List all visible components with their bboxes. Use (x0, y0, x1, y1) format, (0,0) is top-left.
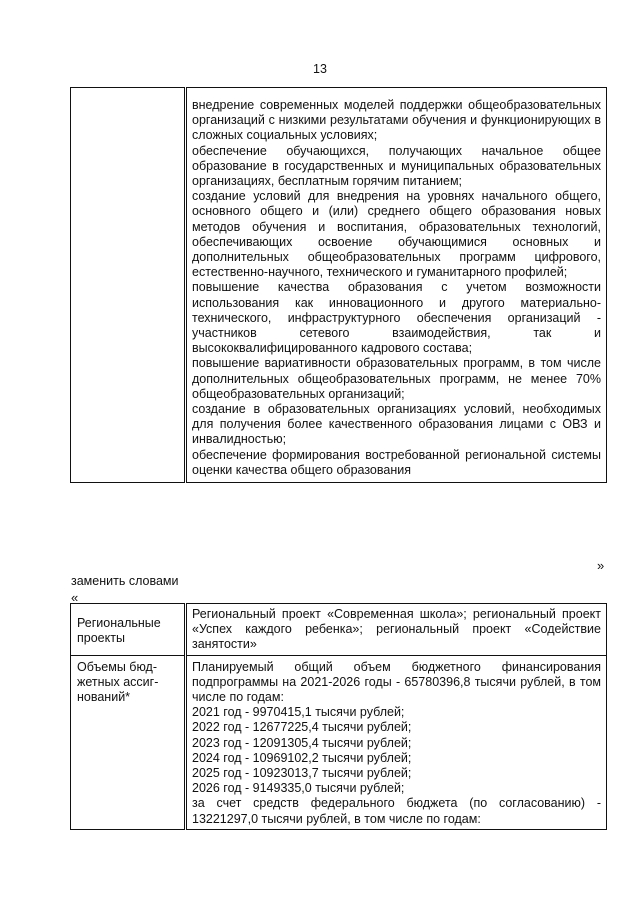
page-number: 13 (313, 62, 327, 76)
paragraph-3: создание условий для внедрения на уровнях начального общего, основного общего и (или) среднего общего образования новых методов обучения и воспитания, образовательных технологий, обеспечивающих освоение обучающимися основных и дополнительных общеобразовательных программ цифрового, естественно-научного, технического и гуманитарного профилей; (192, 189, 601, 280)
budget-label-line-1: Объемы бюд- (77, 659, 157, 674)
budget-year-line: 2024 год - 10969102,2 тысячи рублей; (192, 750, 412, 765)
first-table (70, 87, 607, 483)
budget-year-line: 2022 год - 12677225,4 тысячи рублей; (192, 720, 412, 735)
budget-year-line: 2026 год - 9149335,0 тысячи рублей; (192, 781, 405, 796)
closing-quote: » (597, 558, 605, 573)
paragraph-6: создание в образовательных организациях условий, необходимых для получения более качественного образования лицами с ОВЗ и инвалидностью; (192, 402, 601, 447)
budget-year-line: 2023 год - 12091305,4 тысячи рублей; (192, 735, 412, 750)
budget-federal-line: за счет средств федерального бюджета (по согласованию) - 13221297,0 тысячи рублей, в том числе по годам: (192, 796, 601, 826)
budget-year-line: 2025 год - 10923013,7 тысячи рублей; (192, 766, 412, 781)
paragraph-4: повышение качества образования с учетом возможности использования как инновационного и другого материально-технического, инфраструктурного обеспечения организаций - участников сетевого взаимодействия, так и высококвалифицированного кадрового состава; (192, 280, 601, 356)
opening-quote: « (71, 590, 79, 605)
second-table (70, 603, 607, 830)
budget-total-line: Планируемый общий объем бюджетного финансирования подпрограммы на 2021-2026 годы - 65780396,8 тысячи рублей, в том числе по годам: (192, 659, 601, 705)
goals-cell (186, 88, 607, 483)
paragraph-1: внедрение современных моделей поддержки общеобразовательных организаций с низкими результатами обучения и функционирующих в сложных социальных условиях; (192, 98, 601, 143)
table-row (71, 604, 607, 656)
budget-label-line-2: жетных ассиг- (77, 674, 159, 689)
budget-label-cell (71, 655, 186, 829)
regional-projects-label: Региональные проекты (77, 616, 161, 646)
table-row (71, 655, 607, 829)
budget-cell (186, 655, 607, 829)
paragraph-5: повышение вариативности образовательных программ, в том числе дополнительных общеобразовательных программ, не менее 70% общеобразовательных организаций; (192, 356, 601, 401)
table-row (71, 88, 607, 483)
empty-left-cell (71, 88, 186, 483)
replace-phrase: заменить словами (71, 574, 179, 588)
budget-year-line: 2021 год - 9970415,1 тысячи рублей; (192, 705, 405, 720)
regional-projects-label-cell (71, 604, 186, 656)
paragraph-7: обеспечение формирования востребованной региональной системы оценки качества общего образования (192, 447, 601, 477)
budget-label-line-3: нований* (77, 690, 131, 705)
regional-projects-text: Региональный проект «Современная школа»; региональный проект «Успех каждого ребенка»; региональный проект «Содействие занятости» (192, 607, 601, 652)
regional-projects-cell (186, 604, 607, 656)
paragraph-2: обеспечение обучающихся, получающих начальное общее образование в государственных и муниципальных образовательных организациях, бесплатным горячим питанием; (192, 143, 601, 189)
